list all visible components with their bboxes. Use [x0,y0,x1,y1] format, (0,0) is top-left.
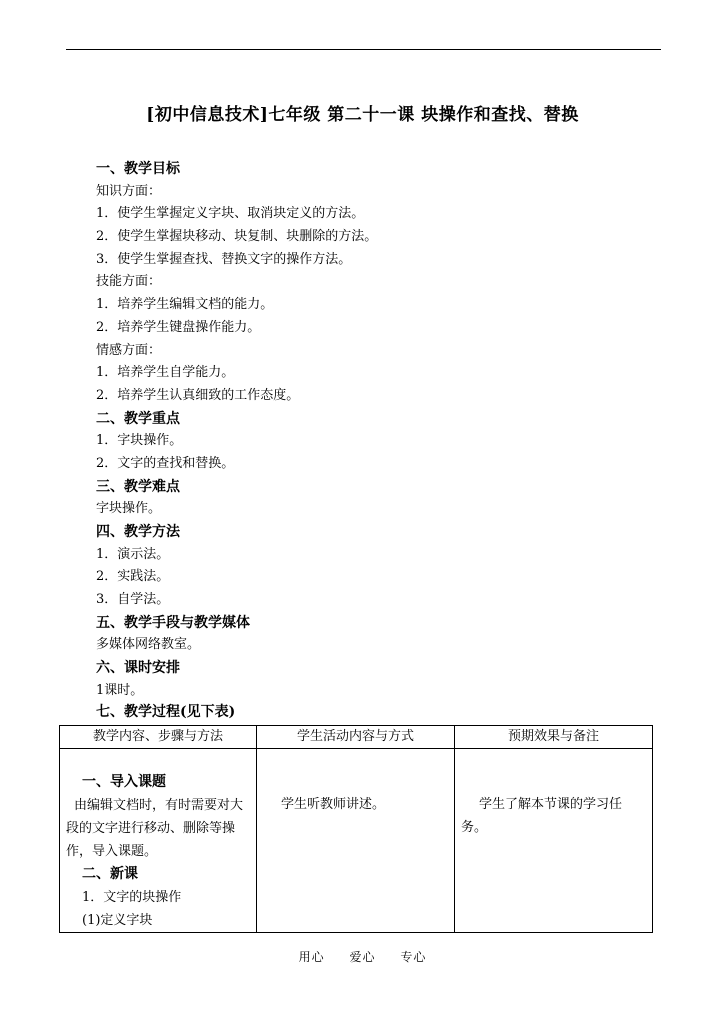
activity-text: 学生听教师讲述。 [281,797,386,812]
section-heading: 七、教学过程(见下表) [96,703,236,720]
table-row [60,749,653,933]
section-heading: 二、教学重点 [96,410,180,427]
table-cell-activity [257,749,455,933]
list-item: 1．文字的块操作 [82,890,182,905]
section-heading: 二、新课 [82,866,138,882]
text-line: 情感方面： [96,342,162,358]
text-line: 1课时。 [96,682,144,698]
table-cell-content [60,749,257,933]
page-footer [0,948,725,965]
text-line: 2．培养学生认真细致的工作态度。 [96,387,300,403]
text-line: 2．文字的查找和替换。 [96,455,235,471]
text-line: 技能方面： [96,274,162,290]
section-heading: 四、教学方法 [96,524,180,540]
text-line: 知识方面： [96,183,162,199]
section-paragraph: 由编辑文档时，有时需要对大段的文字进行移动、删除等操作，导入课题。 [66,798,244,859]
table-header-row [60,726,653,749]
text-line: 2．实践法。 [96,569,170,585]
section-heading: 一、教学目标 [96,161,180,177]
table-header: 预期效果与备注 [455,726,653,749]
notes-text: 学生了解本节课的学习任务。 [461,797,623,835]
section-heading: 一、导入课题 [82,774,166,790]
process-table [59,725,653,933]
text-line: 1．字块操作。 [96,433,183,449]
table-header: 教学内容、步骤与方法 [60,726,257,749]
section-heading: 五、教学手段与教学媒体 [96,614,250,631]
text-line: 多媒体网络教室。 [96,637,201,653]
text-line: 1．培养学生编辑文档的能力。 [96,297,274,313]
footer-word: 专心 [400,950,427,964]
section-heading: 六、课时安排 [96,660,180,677]
footer-word: 用心 [298,950,325,964]
text-line: 1．使学生掌握定义字块、取消块定义的方法。 [96,206,365,222]
table-header: 学生活动内容与方式 [257,726,455,749]
footer-word: 爱心 [349,950,376,964]
table-cell-notes [455,749,653,933]
text-line: 1．演示法。 [96,546,170,562]
page-title: [初中信息技术]七年级 第二十一课 块操作和查找、替换 [146,105,579,125]
list-item: (1)定义字块 [82,913,153,928]
text-line: 字块操作。 [96,501,162,517]
section-heading: 三、教学难点 [96,478,180,495]
text-line: 1．培养学生自学能力。 [96,365,235,381]
text-line: 3．自学法。 [96,592,170,608]
header-rule [66,49,661,50]
text-line: 2．培养学生键盘操作能力。 [96,319,261,335]
lesson-body [96,158,656,721]
text-line: 2．使学生掌握块移动、块复制、块删除的方法。 [96,229,378,245]
text-line: 3．使学生掌握查找、替换文字的操作方法。 [96,251,352,267]
